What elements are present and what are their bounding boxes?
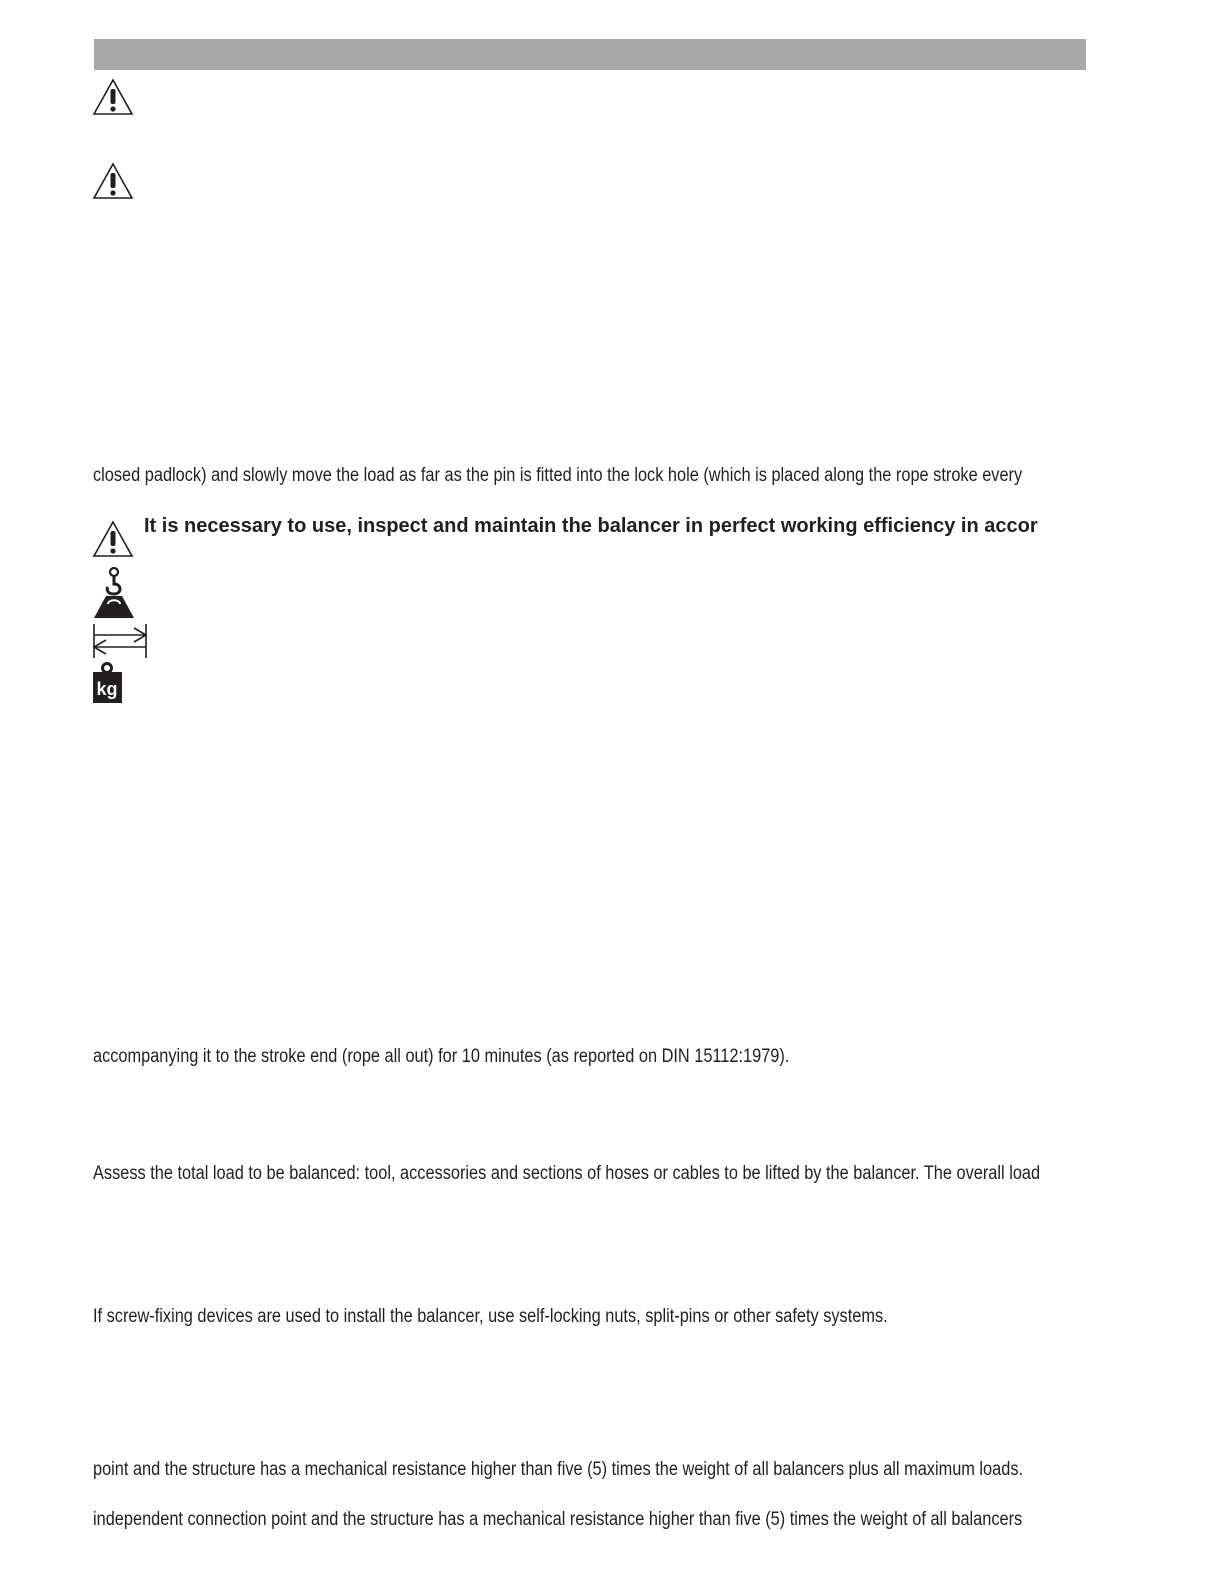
weight-kg-icon bbox=[92, 662, 124, 704]
weight-kg-label: kg bbox=[96, 679, 118, 699]
text-line-stroke-end: accompanying it to the stroke end (rope all out) for 10 minutes (as reported on DIN 15112:1979). bbox=[93, 1046, 790, 1067]
text-line-assess-load: Assess the total load to be balanced: tool, accessories and sections of hoses or cables to be lifted by the balancer. The overall load bbox=[93, 1163, 1041, 1184]
text-line-padlock: closed padlock) and slowly move the load as far as the pin is fitted into the lock hole (which is placed along the rope stroke every bbox=[93, 465, 1023, 486]
text-line-screw-fixing: If screw-fixing devices are used to install the balancer, use self-locking nuts, split-pins or other safety systems. bbox=[93, 1306, 888, 1327]
stroke-length-icon bbox=[92, 622, 148, 660]
section-header-bar bbox=[94, 39, 1086, 70]
warning-triangle-icon bbox=[92, 520, 134, 558]
warning-triangle-icon bbox=[92, 78, 134, 116]
warning-triangle-icon bbox=[92, 162, 134, 200]
text-line-independent-connection: independent connection point and the structure has a mechanical resistance higher than five (5) times the weight of all balancers bbox=[93, 1509, 1023, 1530]
text-line-connection-point: point and the structure has a mechanical resistance higher than five (5) times the weight of all balancers plus all maximum loads. bbox=[93, 1459, 1024, 1480]
warning-bold-text: It is necessary to use, inspect and maintain the balancer in perfect working efficiency in accor bbox=[144, 515, 1038, 537]
hook-load-icon bbox=[92, 566, 136, 620]
